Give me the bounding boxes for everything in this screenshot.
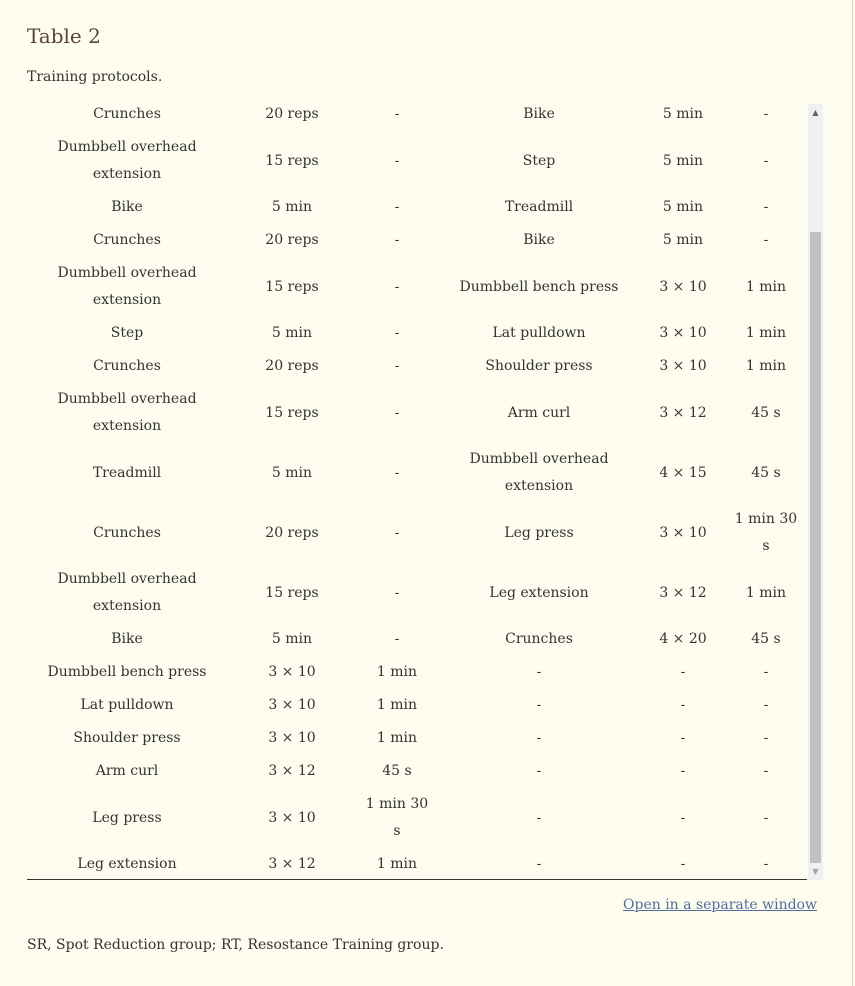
table-cell: - — [394, 358, 400, 374]
table-cell: 15 reps — [265, 584, 319, 601]
table-cell: 5 min — [662, 199, 704, 215]
table-cell: Arm curl — [95, 763, 159, 779]
table-cell: Shoulder press — [73, 730, 181, 746]
table-cell: 1 min — [745, 358, 787, 374]
table-row — [27, 788, 807, 848]
table-cell: Treadmill — [504, 199, 574, 215]
table-cell: 5 min — [271, 199, 313, 215]
table-cell: Leg press — [92, 809, 162, 826]
table-cell: - — [763, 856, 769, 872]
table-cell: Treadmill — [92, 464, 162, 481]
table-row — [27, 131, 807, 191]
table-cell: 20 reps — [265, 524, 319, 541]
table-cell: 3 × 10 — [268, 664, 316, 680]
table-cell: - — [394, 278, 400, 295]
table-cell: 3 × 12 — [659, 584, 707, 601]
scrollbar-thumb[interactable] — [810, 232, 821, 863]
table-cell: 4 × 20 — [659, 631, 707, 647]
table-cell: Dumbbell overhead extension — [57, 571, 197, 614]
table-cell: 15 reps — [265, 278, 319, 295]
table-row — [27, 224, 807, 257]
table-cell: - — [680, 809, 686, 826]
table-cell: Leg extension — [489, 584, 589, 601]
table-cell: Bike — [523, 106, 555, 122]
table-cell: 3 × 10 — [659, 524, 707, 541]
table-cell: - — [763, 697, 769, 713]
table-cell: Dumbbell overhead extension — [57, 265, 197, 308]
table-row — [27, 443, 807, 503]
table-cell: 3 × 12 — [268, 856, 316, 872]
table-cell: Crunches — [93, 232, 161, 248]
scroll-up-arrow-icon[interactable]: ▲ — [812, 108, 819, 117]
table-cell: 15 reps — [265, 152, 319, 169]
table-cell: Crunches — [93, 358, 161, 374]
table-cell: 1 min — [745, 278, 787, 295]
table-cell: Dumbbell bench press — [47, 664, 207, 680]
table-bottom-rule — [27, 879, 807, 880]
table-cell: 5 min — [662, 152, 704, 169]
table-cell: Lat pulldown — [492, 325, 586, 341]
table-row — [27, 257, 807, 317]
table-cell: 3 × 12 — [659, 404, 707, 421]
table-cell: - — [536, 809, 542, 826]
table-cell: 1 min — [376, 664, 418, 680]
table-cell: - — [536, 664, 542, 680]
table-cell: - — [536, 763, 542, 779]
table-cell: 3 × 10 — [659, 325, 707, 341]
table-cell: - — [680, 664, 686, 680]
table-row — [27, 563, 807, 623]
scroll-down-arrow-icon[interactable]: ▼ — [812, 867, 819, 876]
table-row — [27, 317, 807, 350]
table-row — [27, 689, 807, 722]
table-cell: - — [394, 106, 400, 122]
table-body — [27, 98, 807, 880]
table-cell: 45 s — [751, 631, 781, 647]
table-row — [27, 722, 807, 755]
table-cell: 15 reps — [265, 404, 319, 421]
table-cell: Dumbbell overhead extension — [57, 391, 197, 434]
table-cell: Crunches — [93, 524, 161, 541]
table-cell: - — [394, 524, 400, 541]
table-cell: 1 min — [376, 856, 418, 872]
table-cell: 5 min — [662, 106, 704, 122]
table-cell: 5 min — [271, 464, 313, 481]
table-cell: 20 reps — [265, 106, 319, 122]
table-cell: Shoulder press — [485, 358, 593, 374]
table-cell: - — [394, 584, 400, 601]
table-cell: Arm curl — [507, 404, 571, 421]
table-caption: Training protocols. — [27, 69, 163, 85]
table-cell: - — [680, 763, 686, 779]
table-cell: 1 min 30 s — [365, 796, 429, 839]
table-cell: Crunches — [505, 631, 573, 647]
table-cell: 5 min — [271, 325, 313, 341]
table-cell: 5 min — [271, 631, 313, 647]
table-cell: Leg press — [504, 524, 574, 541]
table-title: Table 2 — [27, 24, 101, 48]
table-row — [27, 383, 807, 443]
table-cell: - — [394, 199, 400, 215]
table-cell: 3 × 10 — [268, 809, 316, 826]
table-cell: Step — [110, 325, 144, 341]
table-cell: Bike — [111, 199, 143, 215]
table-cell: - — [394, 631, 400, 647]
table-cell: 45 s — [751, 464, 781, 481]
table-cell: - — [394, 464, 400, 481]
table-row — [27, 623, 807, 656]
table-cell: - — [680, 697, 686, 713]
table-cell: Bike — [111, 631, 143, 647]
table-cell: Lat pulldown — [80, 697, 174, 713]
table-row — [27, 191, 807, 224]
table-cell: 5 min — [662, 232, 704, 248]
table-cell: 45 s — [751, 404, 781, 421]
table-row — [27, 848, 807, 880]
table-cell: - — [763, 664, 769, 680]
table-cell: - — [763, 763, 769, 779]
table-cell: 3 × 12 — [268, 763, 316, 779]
table-cell: Bike — [523, 232, 555, 248]
table-row — [27, 350, 807, 383]
table-cell: 4 × 15 — [659, 464, 707, 481]
table-cell: 20 reps — [265, 358, 319, 374]
table-cell: - — [536, 730, 542, 746]
table-cell: - — [763, 232, 769, 248]
table-row — [27, 98, 807, 131]
table-cell: - — [394, 232, 400, 248]
table-cell: - — [763, 152, 769, 169]
table-scroll-container[interactable] — [27, 98, 824, 880]
table-cell: 3 × 10 — [268, 730, 316, 746]
table-cell: - — [763, 730, 769, 746]
table-cell: - — [394, 152, 400, 169]
table-cell: 1 min — [376, 730, 418, 746]
table-footnote: SR, Spot Reduction group; RT, Resostance Training group. — [27, 937, 444, 953]
training-protocols-table — [27, 98, 807, 880]
table-cell: Dumbbell overhead extension — [469, 451, 609, 494]
table-cell: - — [680, 730, 686, 746]
table-cell: - — [536, 697, 542, 713]
table-row — [27, 755, 807, 788]
table-cell: - — [394, 404, 400, 421]
table-cell: Crunches — [93, 106, 161, 122]
table-cell: 45 s — [382, 763, 412, 779]
table-cell: Dumbbell bench press — [459, 278, 619, 295]
table-cell: - — [763, 199, 769, 215]
table-cell: 3 × 10 — [659, 358, 707, 374]
table-cell: 1 min 30 s — [734, 511, 798, 554]
table-cell: - — [394, 325, 400, 341]
table-row — [27, 656, 807, 689]
table-cell: - — [536, 856, 542, 872]
table-row — [27, 503, 807, 563]
table-cell: 1 min — [745, 325, 787, 341]
table-cell: Leg extension — [77, 856, 177, 872]
table-cell: Dumbbell overhead extension — [57, 139, 197, 182]
vertical-scrollbar[interactable] — [808, 104, 823, 880]
open-in-separate-window-link[interactable]: Open in a separate window — [623, 897, 817, 913]
table-cell: - — [763, 106, 769, 122]
table-cell: 1 min — [745, 584, 787, 601]
table-cell: 3 × 10 — [659, 278, 707, 295]
table-cell: 3 × 10 — [268, 697, 316, 713]
table-cell: 20 reps — [265, 232, 319, 248]
table-cell: - — [680, 856, 686, 872]
table-cell: 1 min — [376, 697, 418, 713]
table-cell: Step — [522, 152, 556, 169]
table-cell: - — [763, 809, 769, 826]
page-border — [852, 0, 853, 986]
